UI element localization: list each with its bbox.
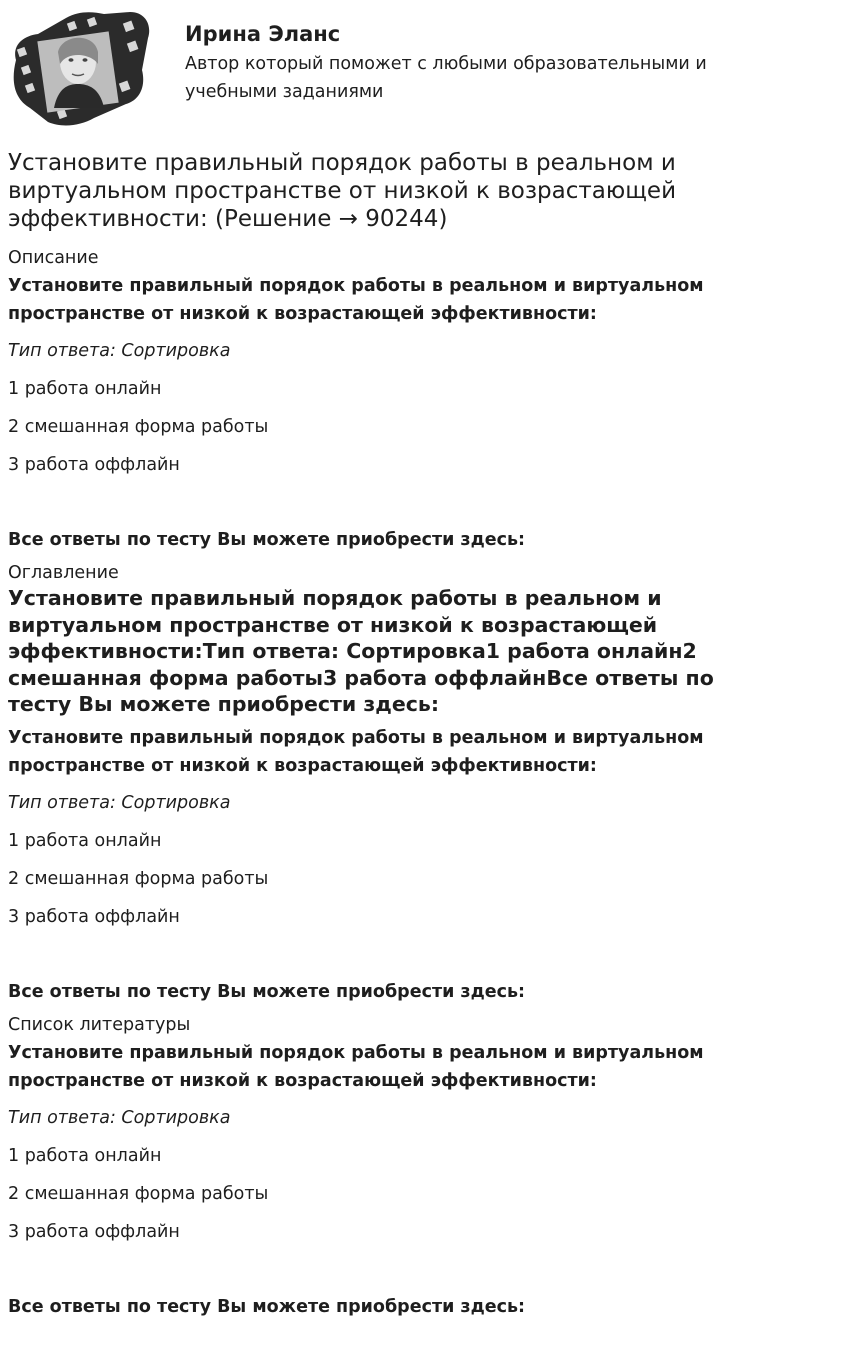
author-description-line: Автор который поможет с любыми образовательными и [185, 54, 707, 74]
toc-heading-line: эффективности:Тип ответа: Сортировка1 работа онлайн2 [8, 639, 697, 663]
section-title-toc: Оглавление [8, 563, 119, 583]
answer-item: 2 смешанная форма работы [8, 1183, 269, 1204]
page-title-line: Установите правильный порядок работы в реальном и [8, 150, 676, 176]
question-block [8, 1039, 808, 1321]
answer-item: 1 работа онлайн [8, 379, 162, 399]
toc-heading[interactable] [8, 585, 808, 718]
author-avatar [8, 8, 150, 126]
question-text: пространстве от низкой к возрастающей эффективности: [8, 304, 597, 324]
toc-heading-line: виртуальном пространстве от низкой к возрастающей [8, 612, 658, 637]
answer-item: 3 работа оффлайн [8, 906, 180, 927]
author-description-line: учебными заданиями [185, 82, 384, 102]
main-content [8, 149, 808, 1321]
author-name[interactable]: Ирина Эланс [185, 22, 341, 46]
page-title-line: эффективности: (Решение → 90244) [8, 206, 448, 232]
answer-item: 1 работа онлайн [8, 1145, 162, 1166]
question-block [8, 272, 808, 554]
answer-item: 2 смешанная форма работы [8, 868, 269, 889]
buy-answers-link[interactable]: Все ответы по тесту Вы можете приобрести здесь: [8, 981, 526, 1002]
question-text: пространстве от низкой к возрастающей эффективности: [8, 1070, 597, 1091]
section-title-literature: Список литературы [8, 1014, 191, 1035]
answer-item: 3 работа оффлайн [8, 455, 180, 475]
question-text: Установите правильный порядок работы в реальном и виртуальном [8, 276, 704, 296]
answer-item: 1 работа онлайн [8, 830, 162, 851]
buy-answers-link[interactable]: Все ответы по тесту Вы можете приобрести здесь: [8, 530, 526, 550]
film-strip-avatar-icon [14, 12, 150, 125]
answer-type: Тип ответа: Сортировка [8, 1107, 231, 1128]
page-title [8, 149, 808, 233]
section-title-description: Описание [8, 248, 99, 268]
answer-type: Тип ответа: Сортировка [8, 792, 231, 813]
buy-answers-link[interactable]: Все ответы по тесту Вы можете приобрести здесь: [8, 1296, 526, 1317]
author-card [8, 8, 838, 128]
question-text: Установите правильный порядок работы в реальном и виртуальном [8, 727, 704, 748]
answer-item: 2 смешанная форма работы [8, 417, 269, 437]
answer-item: 3 работа оффлайн [8, 1221, 180, 1242]
toc-heading-line: тесту Вы можете приобрести здесь: [8, 692, 440, 716]
author-description [185, 50, 785, 106]
page-title-line: виртуальном пространстве от низкой к возрастающей [8, 178, 677, 204]
question-text: Установите правильный порядок работы в реальном и виртуальном [8, 1042, 704, 1063]
question-text: пространстве от низкой к возрастающей эффективности: [8, 755, 597, 776]
answer-type: Тип ответа: Сортировка [8, 341, 231, 361]
toc-heading-line: смешанная форма работы3 работа оффлайнВсе ответы по [8, 665, 714, 690]
toc-heading-line: Установите правильный порядок работы в реальном и [8, 586, 662, 610]
question-block [8, 724, 808, 1006]
